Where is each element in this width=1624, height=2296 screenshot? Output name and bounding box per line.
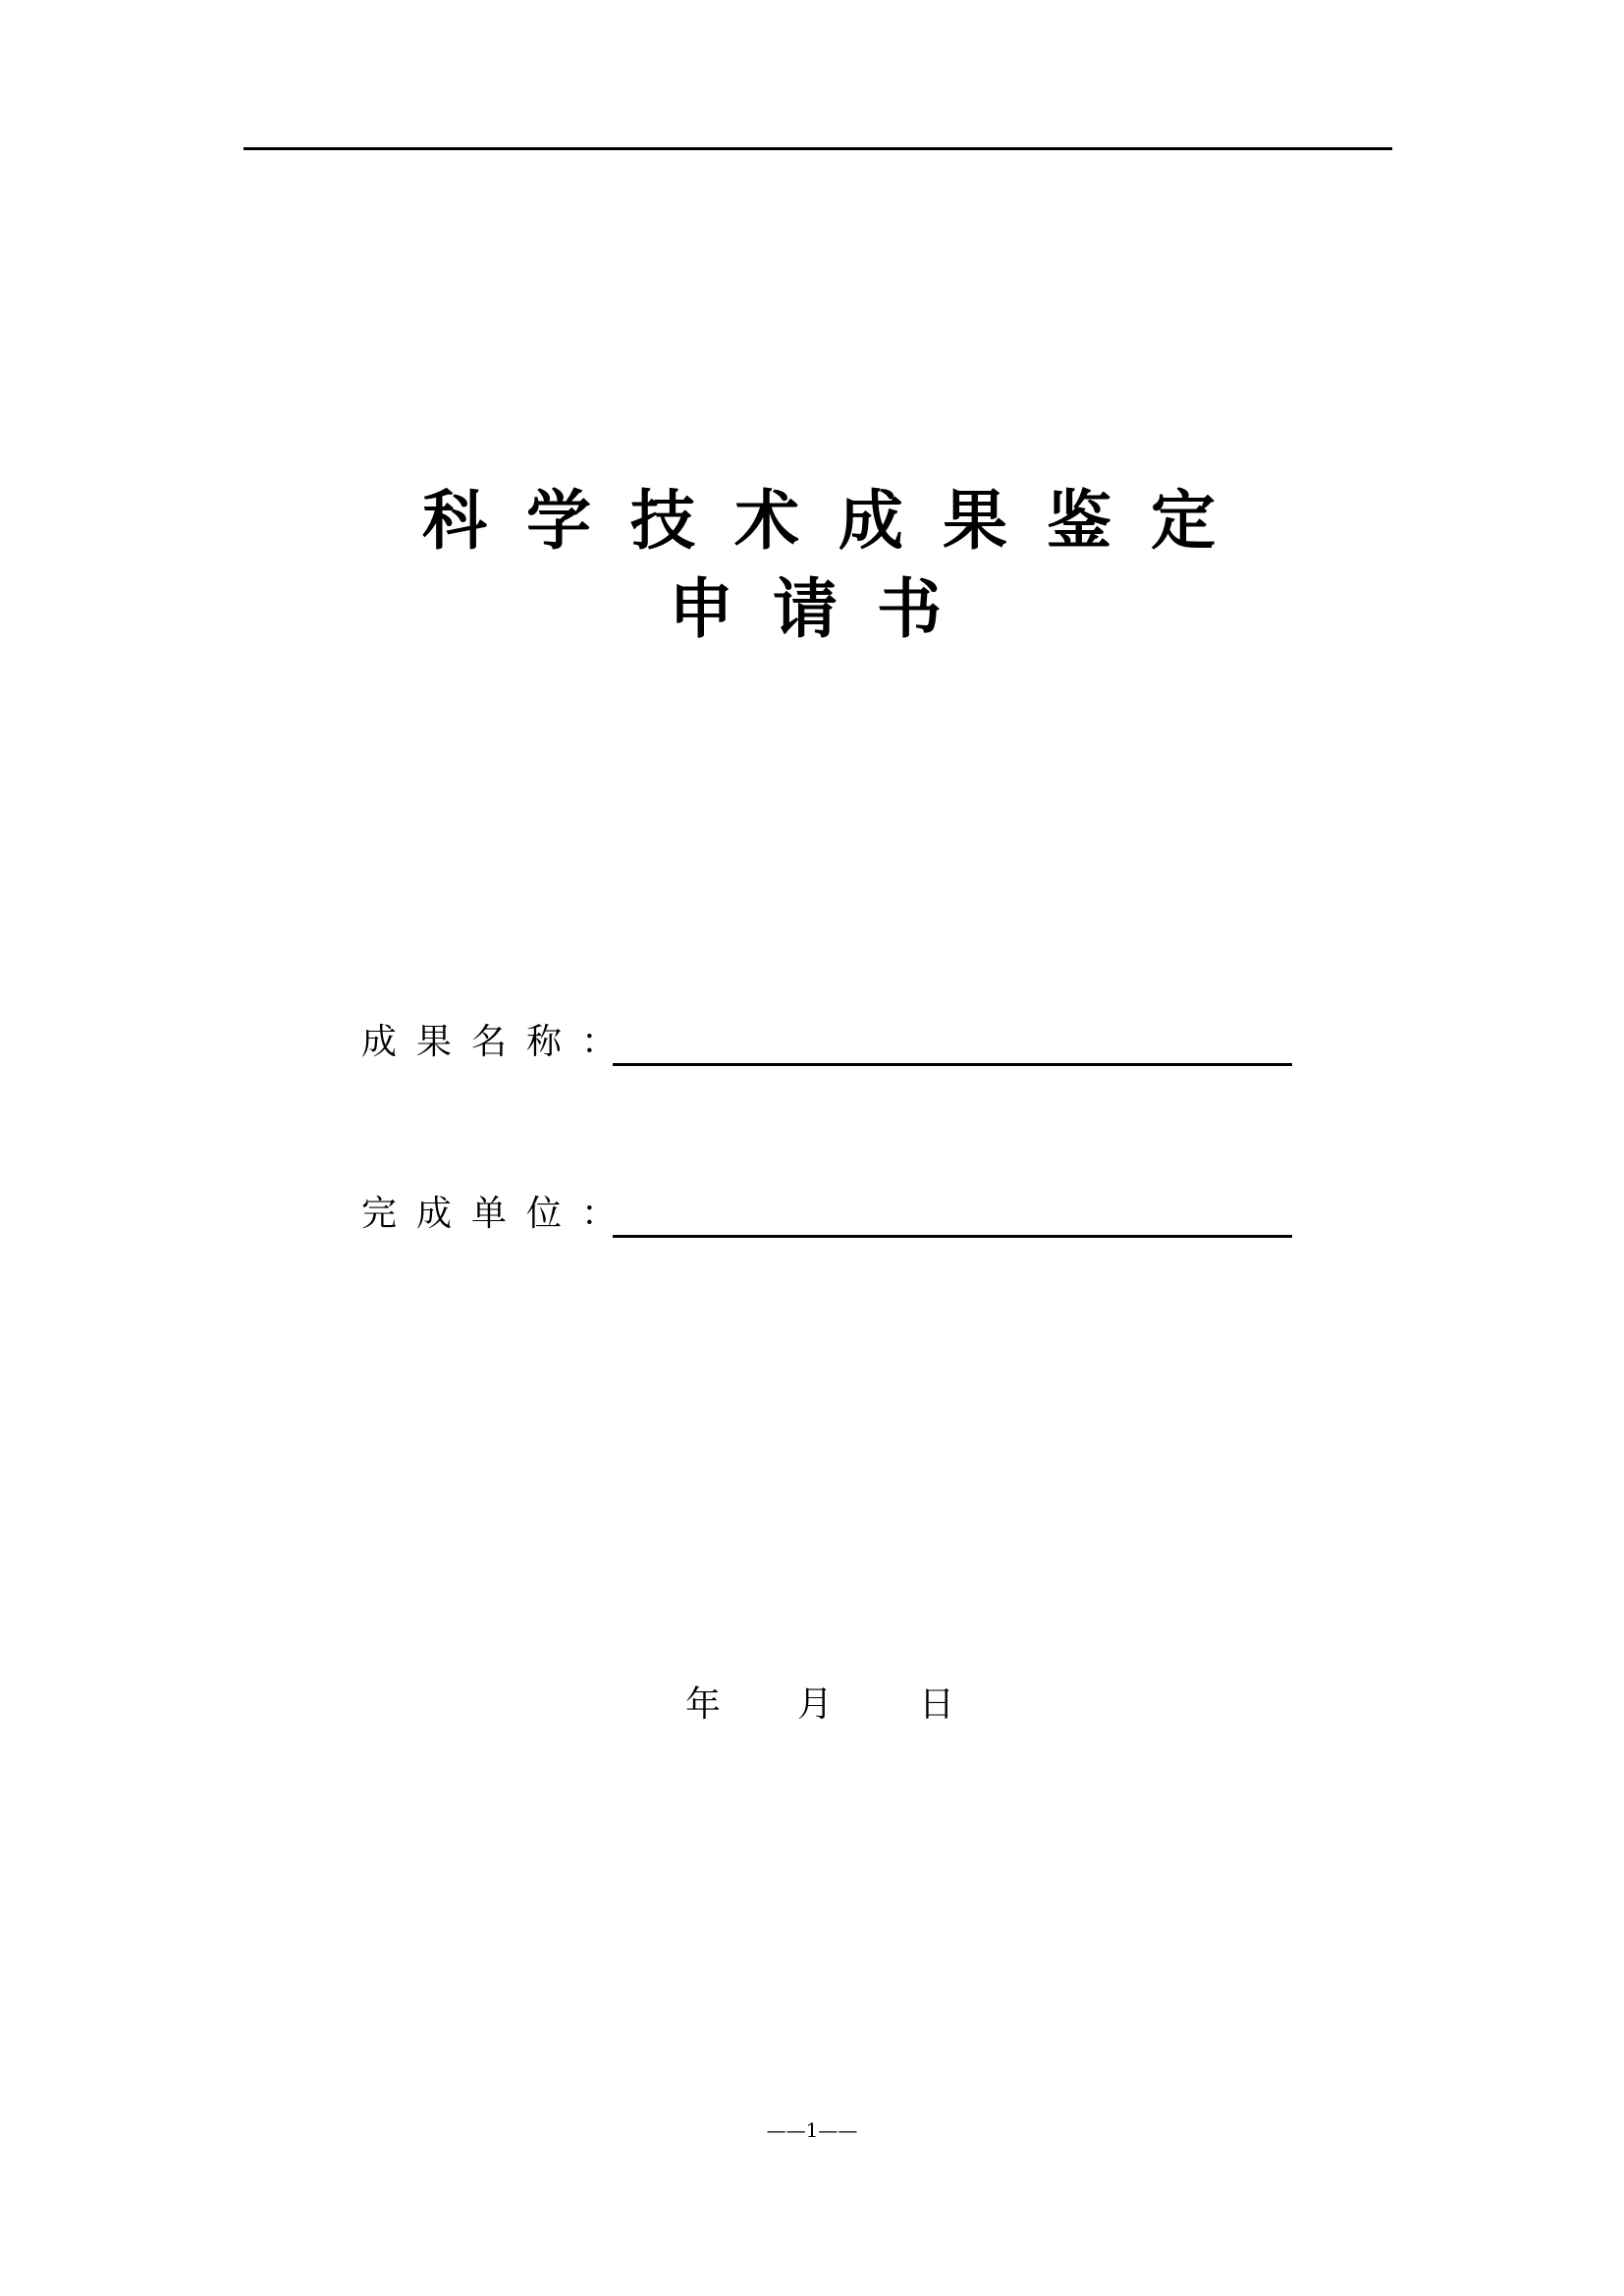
achievement-name-field [361, 1011, 1294, 1070]
document-title: 科学技术成果鉴定 [422, 482, 1255, 559]
document-subtitle: 申请书 [669, 570, 981, 647]
achievement-name-blank-line [613, 1063, 1292, 1066]
date-line [677, 1683, 972, 1733]
completing-unit-label: 完成单位： [361, 1194, 637, 1234]
date-year-label: 年 [685, 1684, 722, 1725]
date-month-label: 月 [797, 1684, 834, 1725]
header-rule [244, 147, 1392, 150]
date-day-label: 日 [919, 1684, 955, 1725]
achievement-name-label: 成果名称： [361, 1022, 637, 1062]
completing-unit-blank-line [613, 1235, 1292, 1238]
page-number: ——1—— [766, 2118, 858, 2142]
completing-unit-field [361, 1183, 1294, 1242]
